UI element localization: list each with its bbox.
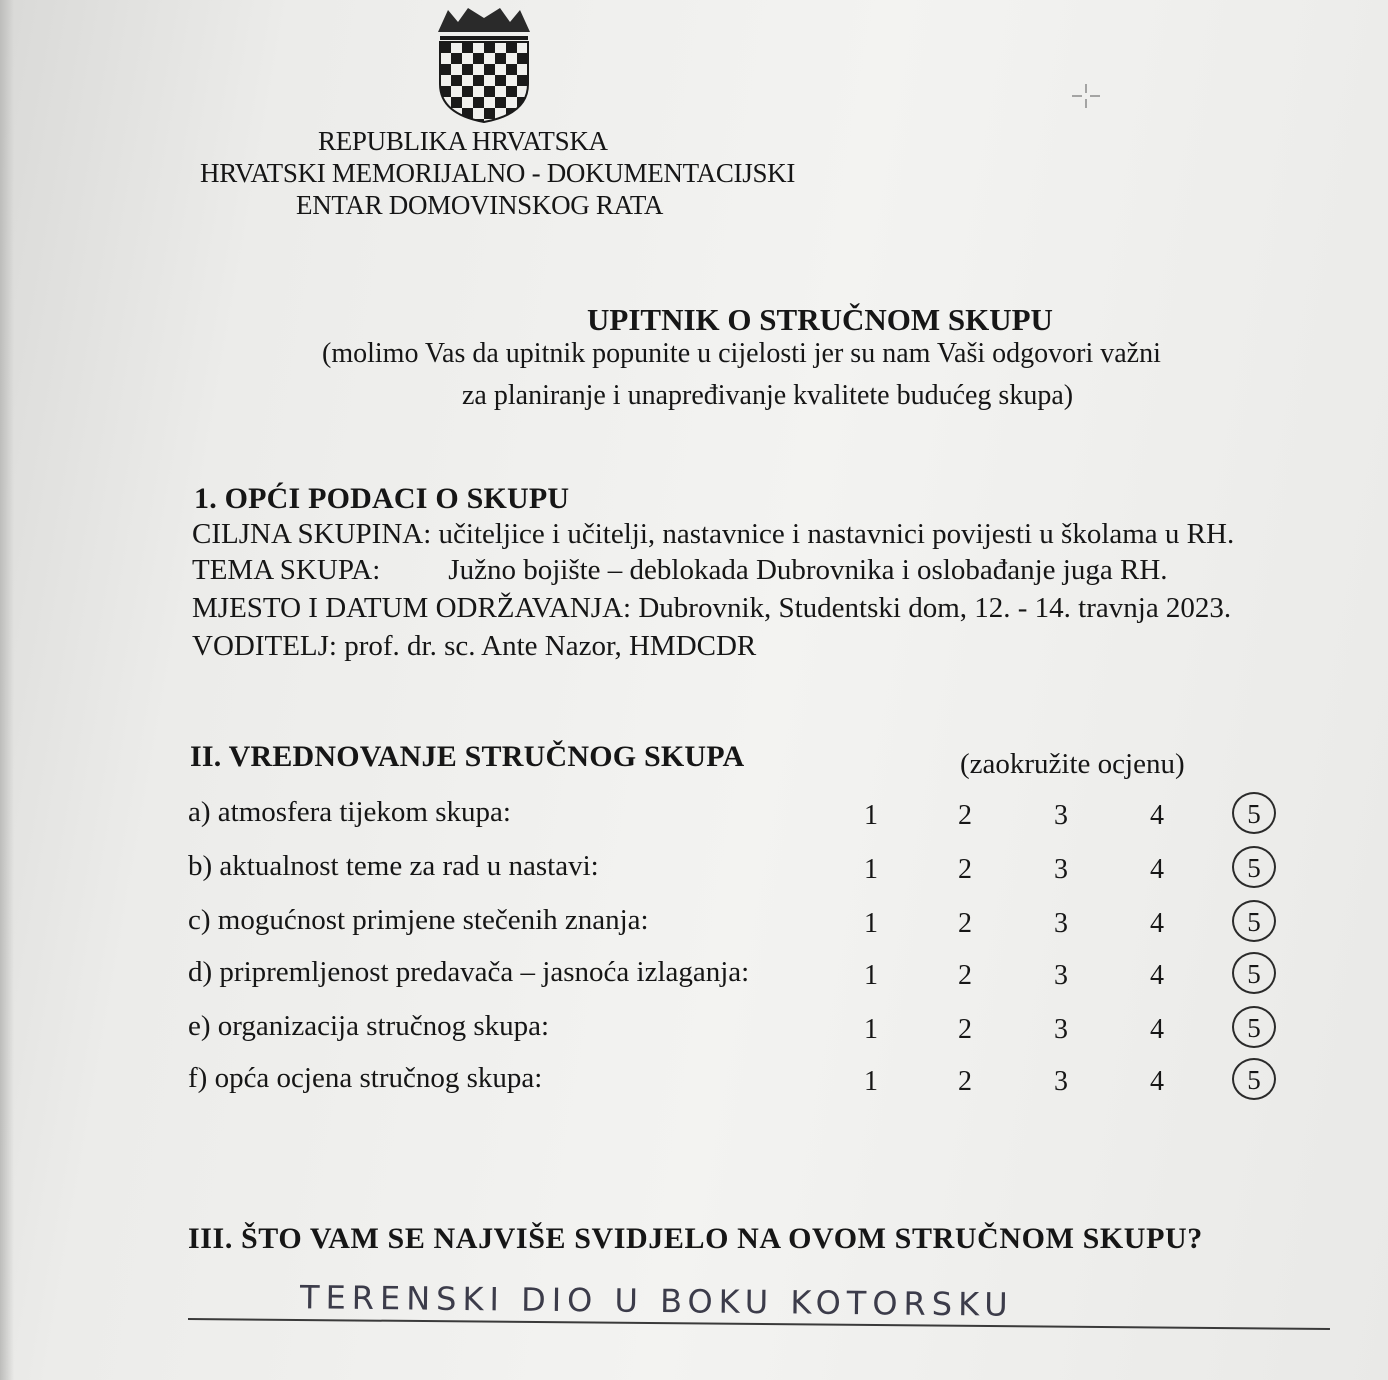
- rating-row: [0, 1010, 1388, 1060]
- rating-option-5-selected[interactable]: 5: [1232, 846, 1276, 888]
- rating-option-5-selected[interactable]: 5: [1232, 1058, 1276, 1100]
- rating-option-2[interactable]: 2: [958, 960, 972, 991]
- rating-option-2[interactable]: 2: [958, 908, 972, 939]
- rating-option-4[interactable]: 4: [1150, 854, 1164, 885]
- info-value: učiteljice i učitelji, nastavnice i nastavnici povijesti u školama u RH.: [438, 518, 1235, 550]
- rating-row: [0, 904, 1388, 954]
- rating-option-5-selected[interactable]: 5: [1232, 900, 1276, 942]
- rating-option-1[interactable]: 1: [864, 800, 878, 831]
- info-leader: [192, 630, 756, 663]
- info-value: Južno bojište – deblokada Dubrovnika i oslobađanje juga RH.: [448, 554, 1168, 586]
- rating-option-3[interactable]: 3: [1054, 908, 1068, 939]
- question-label: b) aktualnost teme za rad u nastavi:: [188, 850, 599, 882]
- subtitle-line2: za planiranje i unapređivanje kvalitete budućeg skupa): [462, 380, 1074, 411]
- rating-row: [0, 796, 1388, 846]
- info-label: TEMA SKUPA:: [192, 554, 381, 586]
- header-republic: REPUBLIKA HRVATSKA: [318, 126, 608, 156]
- question-label: c) mogućnost primjene stečenih znanja:: [188, 904, 649, 936]
- info-label: MJESTO I DATUM ODRŽAVANJA:: [192, 592, 632, 624]
- question-label: e) organizacija stručnog skupa:: [188, 1010, 550, 1042]
- page-edge-shadow: [0, 0, 14, 1380]
- rating-option-5-selected[interactable]: 5: [1232, 952, 1276, 994]
- rating-option-2[interactable]: 2: [958, 854, 972, 885]
- section3-heading: III. ŠTO VAM SE NAJVIŠE SVIDJELO NA OVOM STRUČNOM SKUPU?: [188, 1222, 1203, 1255]
- rating-option-4[interactable]: 4: [1150, 1066, 1164, 1097]
- rating-row: [0, 850, 1388, 900]
- crosshair-mark-icon: [1070, 82, 1102, 110]
- question-label: a) atmosfera tijekom skupa:: [188, 796, 511, 828]
- rating-option-4[interactable]: 4: [1150, 960, 1164, 991]
- rating-option-4[interactable]: 4: [1150, 1014, 1164, 1045]
- coat-of-arms-icon: [434, 6, 534, 124]
- info-label: VODITELJ:: [192, 630, 337, 662]
- info-value: Dubrovnik, Studentski dom, 12. - 14. travnja 2023.: [638, 592, 1232, 624]
- page-title: UPITNIK O STRUČNOM SKUPU: [587, 302, 1053, 337]
- rating-option-5-selected[interactable]: 5: [1232, 1006, 1276, 1048]
- header-institution: HRVATSKI MEMORIJALNO - DOKUMENTACIJSKI: [200, 158, 796, 188]
- handwritten-answer: TERENSKI DIO U BOKU KOTORSKU: [299, 1278, 1014, 1324]
- rating-option-3[interactable]: 3: [1054, 854, 1068, 885]
- section1-heading: 1. OPĆI PODACI O SKUPU: [194, 482, 570, 515]
- rating-option-2[interactable]: 2: [958, 800, 972, 831]
- rating-option-1[interactable]: 1: [864, 960, 878, 991]
- question-label: f) opća ocjena stručnog skupa:: [188, 1062, 543, 1094]
- info-target-group: [192, 518, 1234, 551]
- rating-option-3[interactable]: 3: [1054, 1066, 1068, 1097]
- rating-row: [0, 1062, 1388, 1112]
- rating-option-1[interactable]: 1: [864, 908, 878, 939]
- question-label: d) pripremljenost predavača – jasnoća izlaganja:: [188, 956, 750, 988]
- info-label: CILJNA SKUPINA:: [192, 518, 432, 550]
- rating-option-2[interactable]: 2: [958, 1014, 972, 1045]
- info-value: prof. dr. sc. Ante Nazor, HMDCDR: [344, 630, 757, 662]
- info-topic: [192, 554, 1168, 587]
- rating-option-5-selected[interactable]: 5: [1232, 792, 1276, 834]
- rating-option-3[interactable]: 3: [1054, 960, 1068, 991]
- info-place-date: [192, 592, 1231, 625]
- rating-option-2[interactable]: 2: [958, 1066, 972, 1097]
- rating-instruction: (zaokružite ocjenu): [960, 748, 1185, 780]
- rating-option-4[interactable]: 4: [1150, 800, 1164, 831]
- subtitle-line1: (molimo Vas da upitnik popunite u cijelosti jer su nam Vaši odgovori važni: [322, 338, 1161, 369]
- rating-option-1[interactable]: 1: [864, 854, 878, 885]
- section2-heading: II. VREDNOVANJE STRUČNOG SKUPA: [190, 740, 745, 773]
- rating-row: [0, 956, 1388, 1006]
- header-institution-cont: ENTAR DOMOVINSKOG RATA: [296, 190, 664, 220]
- rating-option-3[interactable]: 3: [1054, 1014, 1068, 1045]
- rating-option-1[interactable]: 1: [864, 1066, 878, 1097]
- rating-option-4[interactable]: 4: [1150, 908, 1164, 939]
- rating-option-3[interactable]: 3: [1054, 800, 1068, 831]
- rating-option-1[interactable]: 1: [864, 1014, 878, 1045]
